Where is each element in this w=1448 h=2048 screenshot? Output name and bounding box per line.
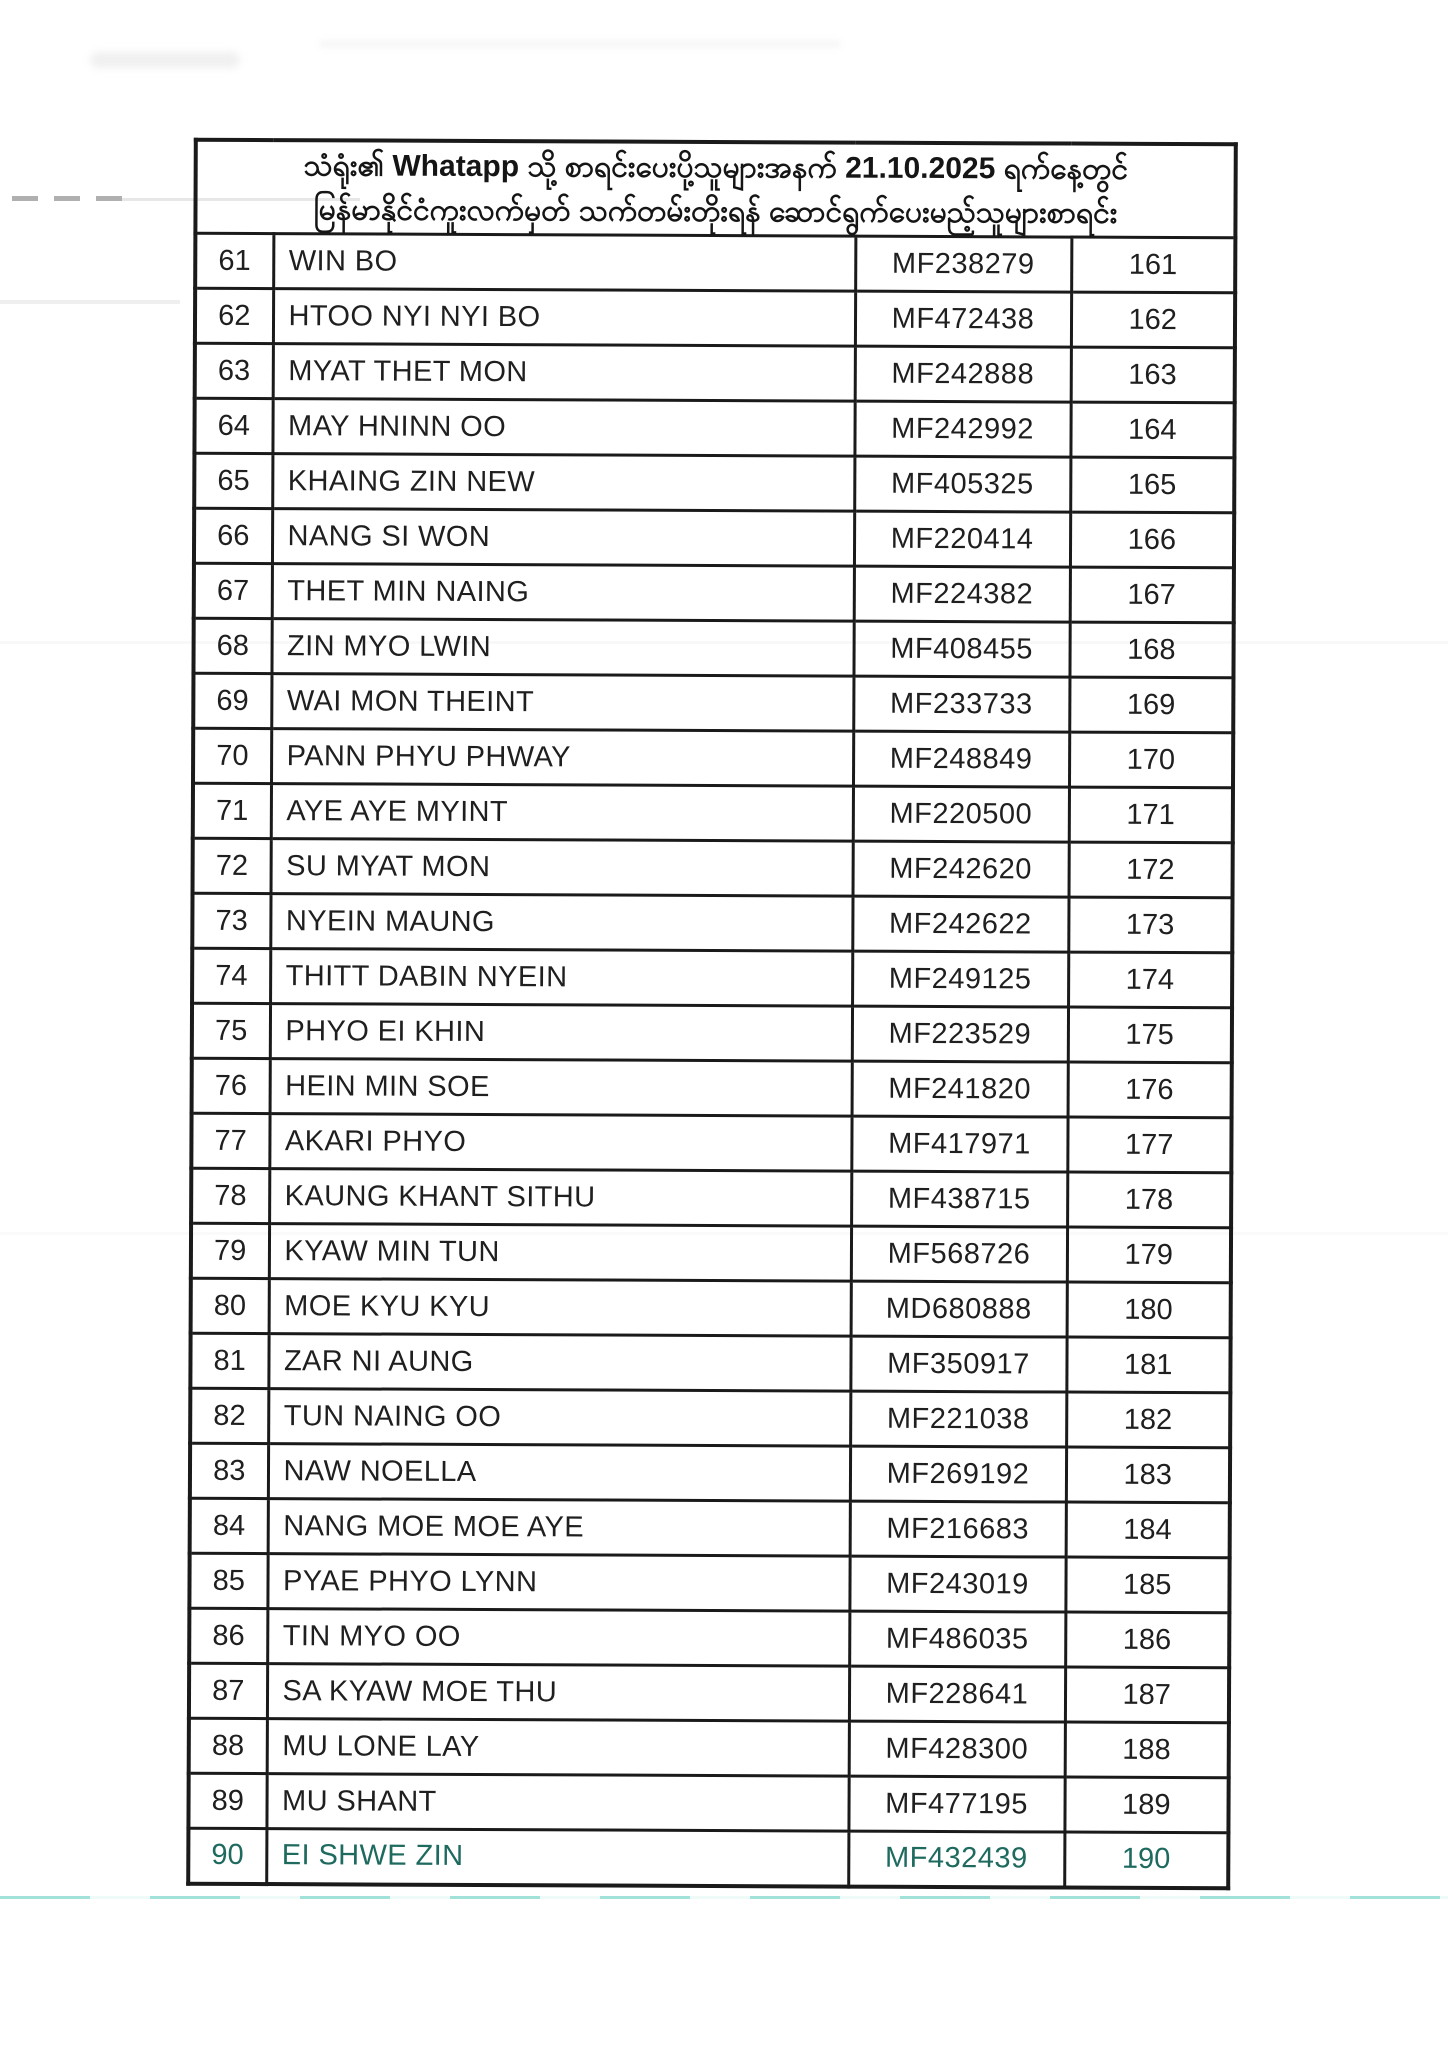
table-row [188,1773,1228,1833]
cell-passport-number: MF242622 [852,896,1068,952]
table-row [193,783,1233,843]
cell-row-number: 86 [189,1608,267,1663]
table-row [193,673,1233,733]
cell-serial-number: 186 [1065,1612,1229,1668]
cell-passport-number: MF350917 [850,1336,1066,1392]
cell-name: MU LONE LAY [267,1719,849,1777]
cell-row-number: 72 [193,838,271,893]
cell-serial-number: 169 [1069,677,1233,733]
table-header-row [195,140,1235,238]
cell-name: WIN BO [273,234,855,292]
cell-name: NYEIN MAUNG [270,894,852,952]
cell-name: NANG MOE MOE AYE [268,1499,850,1557]
cell-name: MAY HNINN OO [272,399,854,457]
cell-row-number: 71 [193,783,271,838]
scan-artifact-cyan-line [0,1896,1448,1899]
cell-name: HEIN MIN SOE [270,1059,852,1117]
cell-row-number: 61 [195,233,273,288]
cell-name: PYAE PHYO LYNN [267,1554,849,1612]
cell-row-number: 80 [191,1278,269,1333]
cell-serial-number: 187 [1065,1667,1229,1723]
cell-serial-number: 167 [1070,567,1234,623]
cell-row-number: 90 [188,1828,266,1883]
cell-name: KYAW MIN TUN [269,1224,851,1282]
cell-serial-number: 179 [1067,1227,1231,1283]
table-title-line2: မြန်မာနိုင်ငံကူးလက်မှတ် သက်တမ်းတိုးရန် ဆောင်ရွက်ပေးမည့်သူများစာရင်း [313,193,1118,230]
cell-row-number: 69 [193,673,271,728]
table-row [189,1663,1229,1723]
cell-passport-number: MF242992 [854,401,1070,457]
cell-row-number: 76 [192,1058,270,1113]
cell-serial-number: 171 [1069,787,1233,843]
cell-row-number: 68 [193,618,271,673]
table-row [189,1718,1229,1778]
cell-passport-number: MF438715 [851,1171,1067,1227]
cell-serial-number: 183 [1066,1447,1230,1503]
cell-serial-number: 161 [1071,237,1235,293]
cell-name: PANN PHYU PHWAY [271,729,853,787]
table-row [190,1388,1230,1448]
cell-serial-number: 182 [1066,1392,1230,1448]
table-row [192,948,1232,1008]
table-row [189,1553,1229,1613]
cell-serial-number: 174 [1068,952,1232,1008]
cell-serial-number: 164 [1070,402,1234,458]
cell-name: EI SHWE ZIN [266,1829,848,1887]
cell-serial-number: 175 [1068,1007,1232,1063]
cell-name: TIN MYO OO [267,1609,849,1667]
cell-name: WAI MON THEINT [271,674,853,732]
cell-name: PHYO EI KHIN [270,1004,852,1062]
cell-name: MYAT THET MON [273,344,855,402]
cell-row-number: 75 [192,1003,270,1058]
cell-row-number: 88 [189,1718,267,1773]
cell-serial-number: 173 [1068,897,1232,953]
cell-serial-number: 180 [1067,1282,1231,1338]
table-row [191,1168,1231,1228]
cell-passport-number: MF220500 [853,786,1069,842]
cell-passport-number: MF228641 [849,1666,1065,1722]
cell-name: KHAING ZIN NEW [272,454,854,512]
cell-passport-number: MF223529 [852,1006,1068,1062]
cell-serial-number: 162 [1071,292,1235,348]
cell-passport-number: MF220414 [854,511,1070,567]
passport-renewal-table [186,138,1238,1890]
table-title-line1: သံရုံး၏ Whatapp သို့ စာရင်းပေးပို့သူများအနက် 21.10.2025 ရက်နေ့တွင် [303,149,1128,186]
table-row [191,1223,1231,1283]
cell-name: THET MIN NAING [272,564,854,622]
cell-name: KAUNG KHANT SITHU [269,1169,851,1227]
table-row [189,1608,1229,1668]
cell-passport-number: MF269192 [850,1446,1066,1502]
cell-serial-number: 176 [1068,1062,1232,1118]
cell-passport-number: MF417971 [851,1116,1067,1172]
cell-row-number: 78 [191,1168,269,1223]
cell-name: NAW NOELLA [268,1444,850,1502]
cell-serial-number: 188 [1065,1722,1229,1778]
cell-passport-number: MF224382 [854,566,1070,622]
cell-row-number: 81 [190,1333,268,1388]
cell-serial-number: 170 [1069,732,1233,788]
cell-row-number: 66 [194,508,272,563]
cell-name: NANG SI WON [272,509,854,567]
cell-row-number: 82 [190,1388,268,1443]
cell-passport-number: MF568726 [851,1226,1067,1282]
table-row [191,1113,1231,1173]
cell-serial-number: 168 [1069,622,1233,678]
cell-row-number: 64 [194,398,272,453]
table-row [188,1828,1228,1888]
cell-row-number: 83 [190,1443,268,1498]
table-row [191,1278,1231,1338]
cell-row-number: 67 [194,563,272,618]
table-row [194,508,1234,568]
table-row [195,288,1235,348]
cell-passport-number: MF216683 [850,1501,1066,1557]
table-row [192,893,1232,953]
cell-serial-number: 181 [1066,1337,1230,1393]
cell-passport-number: MF243019 [849,1556,1065,1612]
cell-serial-number: 177 [1067,1117,1231,1173]
table-row [194,563,1234,623]
table-row [193,838,1233,898]
table-row [192,1058,1232,1118]
table-row [195,233,1235,293]
cell-passport-number: MF241820 [852,1061,1068,1117]
cell-row-number: 77 [191,1113,269,1168]
cell-name: ZIN MYO LWIN [271,619,853,677]
cell-passport-number: MF233733 [853,676,1069,732]
cell-serial-number: 165 [1070,457,1234,513]
cell-row-number: 84 [190,1498,268,1553]
cell-row-number: 73 [192,893,270,948]
cell-passport-number: MF242888 [855,346,1071,402]
passport-table-body [188,140,1236,1888]
cell-name: THITT DABIN NYEIN [270,949,852,1007]
cell-serial-number: 185 [1065,1557,1229,1613]
cell-passport-number: MF405325 [854,456,1070,512]
table-row [195,343,1235,403]
scan-artifact-smudge [320,40,840,48]
cell-passport-number: MF221038 [850,1391,1066,1447]
cell-passport-number: MF238279 [855,236,1071,292]
cell-passport-number: MF432439 [848,1831,1064,1887]
scan-artifact-streak [0,300,180,304]
cell-row-number: 74 [192,948,270,1003]
cell-serial-number: 178 [1067,1172,1231,1228]
cell-passport-number: MF248849 [853,731,1069,787]
cell-name: SU MYAT MON [271,839,853,897]
cell-row-number: 85 [189,1553,267,1608]
table-row [190,1443,1230,1503]
cell-passport-number: MF428300 [849,1721,1065,1777]
cell-serial-number: 163 [1071,347,1235,403]
cell-name: ZAR NI AUNG [268,1334,850,1392]
scan-artifact-smudge [90,52,240,68]
cell-name: AKARI PHYO [269,1114,851,1172]
cell-serial-number: 184 [1066,1502,1230,1558]
table-row [192,1003,1232,1063]
cell-passport-number: MF472438 [855,291,1071,347]
table-row [193,618,1233,678]
cell-passport-number: MF249125 [852,951,1068,1007]
cell-name: MOE KYU KYU [269,1279,851,1337]
table-row [193,728,1233,788]
cell-passport-number: MF242620 [853,841,1069,897]
cell-serial-number: 172 [1069,842,1233,898]
cell-name: TUN NAING OO [268,1389,850,1447]
cell-passport-number: MF477195 [848,1776,1064,1832]
cell-row-number: 87 [189,1663,267,1718]
cell-passport-number: MF408455 [853,621,1069,677]
cell-serial-number: 189 [1064,1777,1228,1833]
scan-artifact-dashes [12,196,122,201]
cell-row-number: 65 [194,453,272,508]
cell-serial-number: 190 [1064,1832,1228,1888]
table-row [190,1498,1230,1558]
cell-name: AYE AYE MYINT [271,784,853,842]
table-row [194,398,1234,458]
cell-passport-number: MF486035 [849,1611,1065,1667]
cell-serial-number: 166 [1070,512,1234,568]
cell-row-number: 89 [188,1773,266,1828]
cell-name: MU SHANT [266,1774,848,1832]
cell-passport-number: MD680888 [851,1281,1067,1337]
table-title [195,140,1235,238]
cell-row-number: 79 [191,1223,269,1278]
cell-name: HTOO NYI NYI BO [273,289,855,347]
table-row [190,1333,1230,1393]
cell-row-number: 63 [195,343,273,398]
table-row [194,453,1234,513]
cell-row-number: 62 [195,288,273,343]
cell-row-number: 70 [193,728,271,783]
cell-name: SA KYAW MOE THU [267,1664,849,1722]
